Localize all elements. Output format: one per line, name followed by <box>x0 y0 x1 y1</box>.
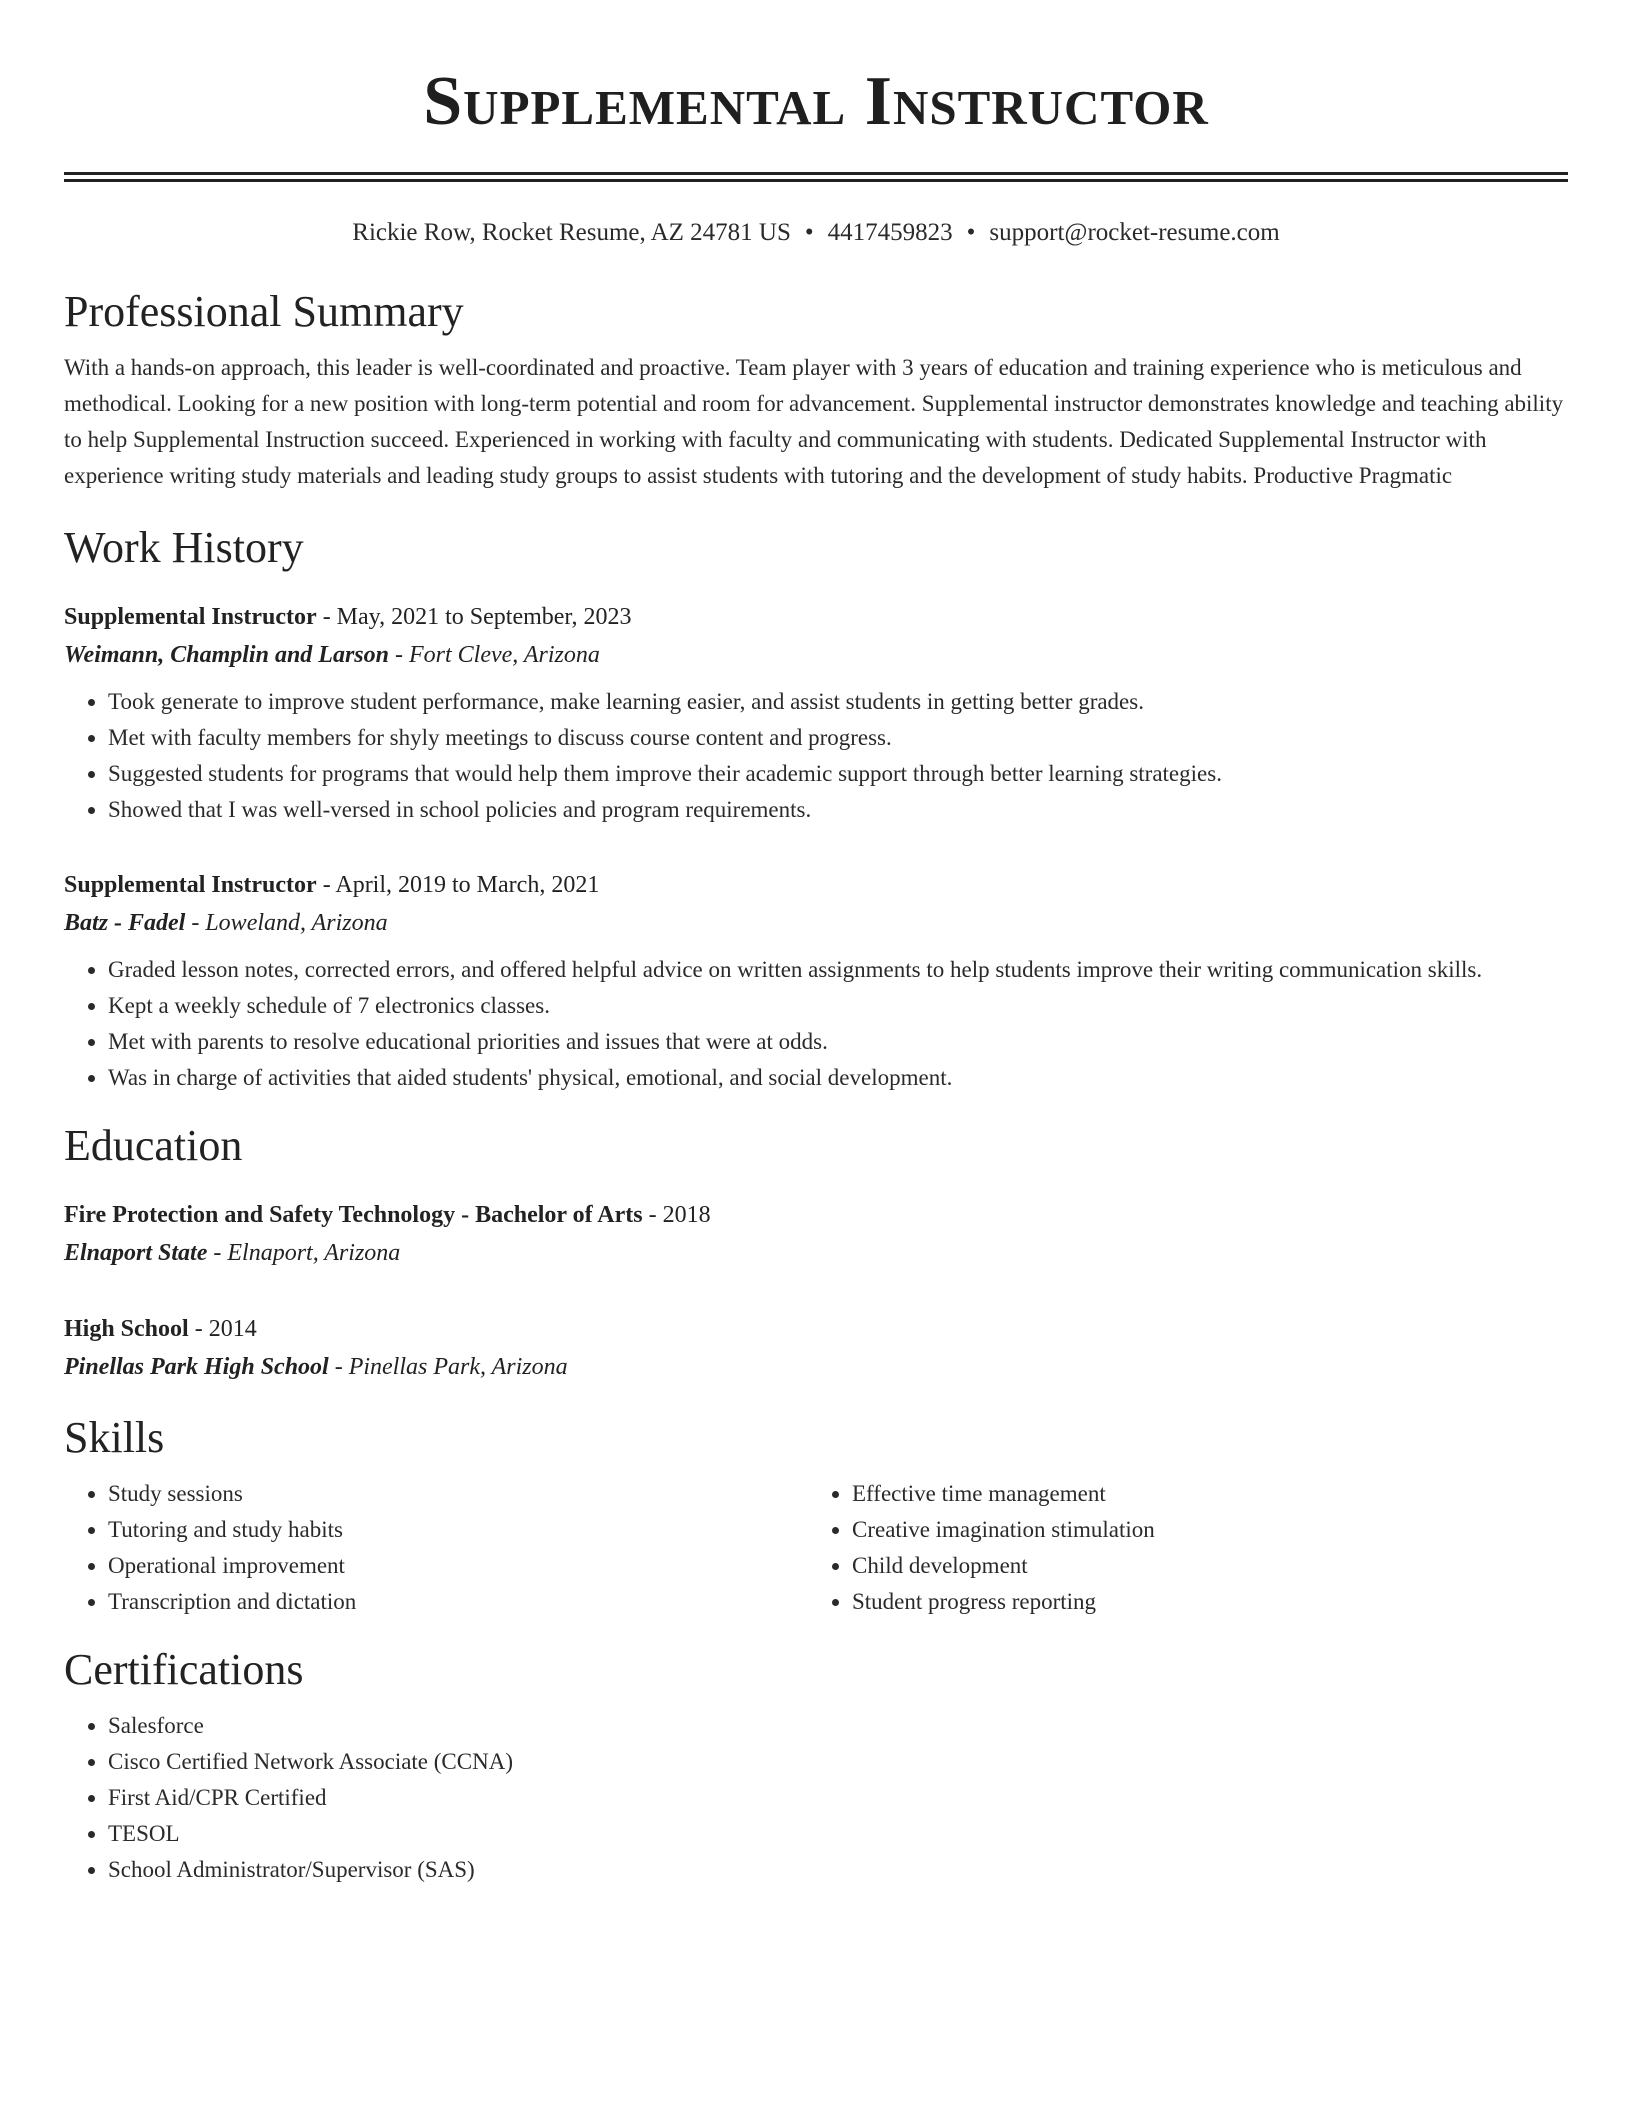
job-company: Weimann, Champlin and Larson <box>64 642 389 668</box>
section-heading-certifications: Certifications <box>64 1645 304 1694</box>
contact-address: Rickie Row, Rocket Resume, AZ 24781 US <box>352 219 791 246</box>
education-entry <box>64 1196 1568 1272</box>
section-heading-skills: Skills <box>64 1413 165 1462</box>
education-degree-line <box>64 1310 1568 1348</box>
job-title-line <box>64 866 1568 904</box>
contact-separator: • <box>804 219 814 246</box>
skills-column-left <box>64 1476 808 1620</box>
job-entry <box>64 866 1568 1096</box>
certification-item: • School Administrator/Supervisor (SAS) <box>108 1852 1568 1888</box>
skill-item: • Transcription and dictation <box>108 1584 808 1620</box>
skill-item: • Tutoring and study habits <box>108 1512 808 1548</box>
education-degree: High School <box>64 1316 189 1342</box>
skill-item: • Effective time management <box>852 1476 1552 1512</box>
title-divider <box>64 172 1568 182</box>
job-bullet: • Kept a weekly schedule of 7 electronics classes. <box>108 988 1568 1024</box>
job-title-line <box>64 598 1568 636</box>
certifications-list <box>64 1708 1568 1888</box>
summary-section <box>64 284 1568 494</box>
contact-line <box>64 216 1568 250</box>
job-bullet: • Took generate to improve student performance, make learning easier, and assist students in getting better grades. <box>108 684 1568 720</box>
job-bullets <box>64 684 1568 828</box>
contact-email: support@rocket-resume.com <box>989 219 1280 246</box>
education-year: - 2018 <box>642 1202 711 1228</box>
job-company-line <box>64 636 1568 674</box>
skill-item: • Operational improvement <box>108 1548 808 1584</box>
certification-item: • TESOL <box>108 1816 1568 1852</box>
job-bullet: • Met with parents to resolve educational priorities and issues that were at odds. <box>108 1024 1568 1060</box>
skills-column-right <box>808 1476 1552 1620</box>
job-location: - Loweland, Arizona <box>185 910 388 936</box>
section-heading-summary: Professional Summary <box>64 287 464 336</box>
resume-title: Supplemental Instructor <box>423 63 1209 140</box>
job-bullet: • Suggested students for programs that would help them improve their academic support through better learning strategies. <box>108 756 1568 792</box>
job-dates: - April, 2019 to March, 2021 <box>316 872 600 898</box>
job-bullet: • Met with faculty members for shyly meetings to discuss course content and progress. <box>108 720 1568 756</box>
skill-item: • Study sessions <box>108 1476 808 1512</box>
job-entry <box>64 598 1568 828</box>
job-bullet: • Showed that I was well-versed in school policies and program requirements. <box>108 792 1568 828</box>
section-heading-education: Education <box>64 1121 243 1170</box>
skills-section <box>64 1410 1568 1620</box>
job-company-line <box>64 904 1568 942</box>
job-bullet: • Graded lesson notes, corrected errors, and offered helpful advice on written assignments to help students improve their writing communication skills. <box>108 952 1568 988</box>
contact-separator: • <box>966 219 976 246</box>
education-school-line <box>64 1348 1568 1386</box>
education-location: - Elnaport, Arizona <box>207 1240 401 1266</box>
job-company: Batz - Fadel <box>64 910 186 936</box>
skill-item: • Creative imagination stimulation <box>852 1512 1552 1548</box>
education-school: Elnaport State <box>64 1240 208 1266</box>
job-location: - Fort Cleve, Arizona <box>388 642 600 668</box>
job-title: Supplemental Instructor <box>64 604 317 630</box>
certification-item: • Salesforce <box>108 1708 1568 1744</box>
skill-item: • Student progress reporting <box>852 1584 1552 1620</box>
education-section <box>64 1118 1568 1386</box>
skill-item: • Child development <box>852 1548 1552 1584</box>
work-history-section <box>64 520 1568 1096</box>
job-bullet: • Was in charge of activities that aided students' physical, emotional, and social development. <box>108 1060 1568 1096</box>
contact-phone: 4417459823 <box>827 219 953 246</box>
job-bullets <box>64 952 1568 1096</box>
section-heading-work-history: Work History <box>64 523 304 572</box>
summary-text: With a hands-on approach, this leader is well-coordinated and proactive. Team player with 3 years of education and training experience who is meticulous and methodical. Looking for a new position with long-term potential and room for advancement. Supplemental instructor demonstrates knowledge and teaching ability to help Supplemental Instruction succeed. Experienced in working with faculty and communicating with students. Dedicated Supplemental Instructor with experience writing study materials and leading study groups to assist students with tutoring and the development of study habits. Productive Pragmatic <box>64 355 1564 488</box>
certifications-section <box>64 1642 1568 1888</box>
certification-item: • Cisco Certified Network Associate (CCNA) <box>108 1744 1568 1780</box>
education-entry <box>64 1310 1568 1386</box>
certification-item: • First Aid/CPR Certified <box>108 1780 1568 1816</box>
education-location: - Pinellas Park, Arizona <box>328 1354 568 1380</box>
education-school: Pinellas Park High School <box>64 1354 329 1380</box>
skills-grid <box>64 1476 1568 1620</box>
education-degree-line <box>64 1196 1568 1234</box>
education-degree: Fire Protection and Safety Technology - Bachelor of Arts <box>64 1202 643 1228</box>
job-title: Supplemental Instructor <box>64 872 317 898</box>
education-year: - 2014 <box>188 1316 257 1342</box>
job-dates: - May, 2021 to September, 2023 <box>316 604 632 630</box>
education-school-line <box>64 1234 1568 1272</box>
